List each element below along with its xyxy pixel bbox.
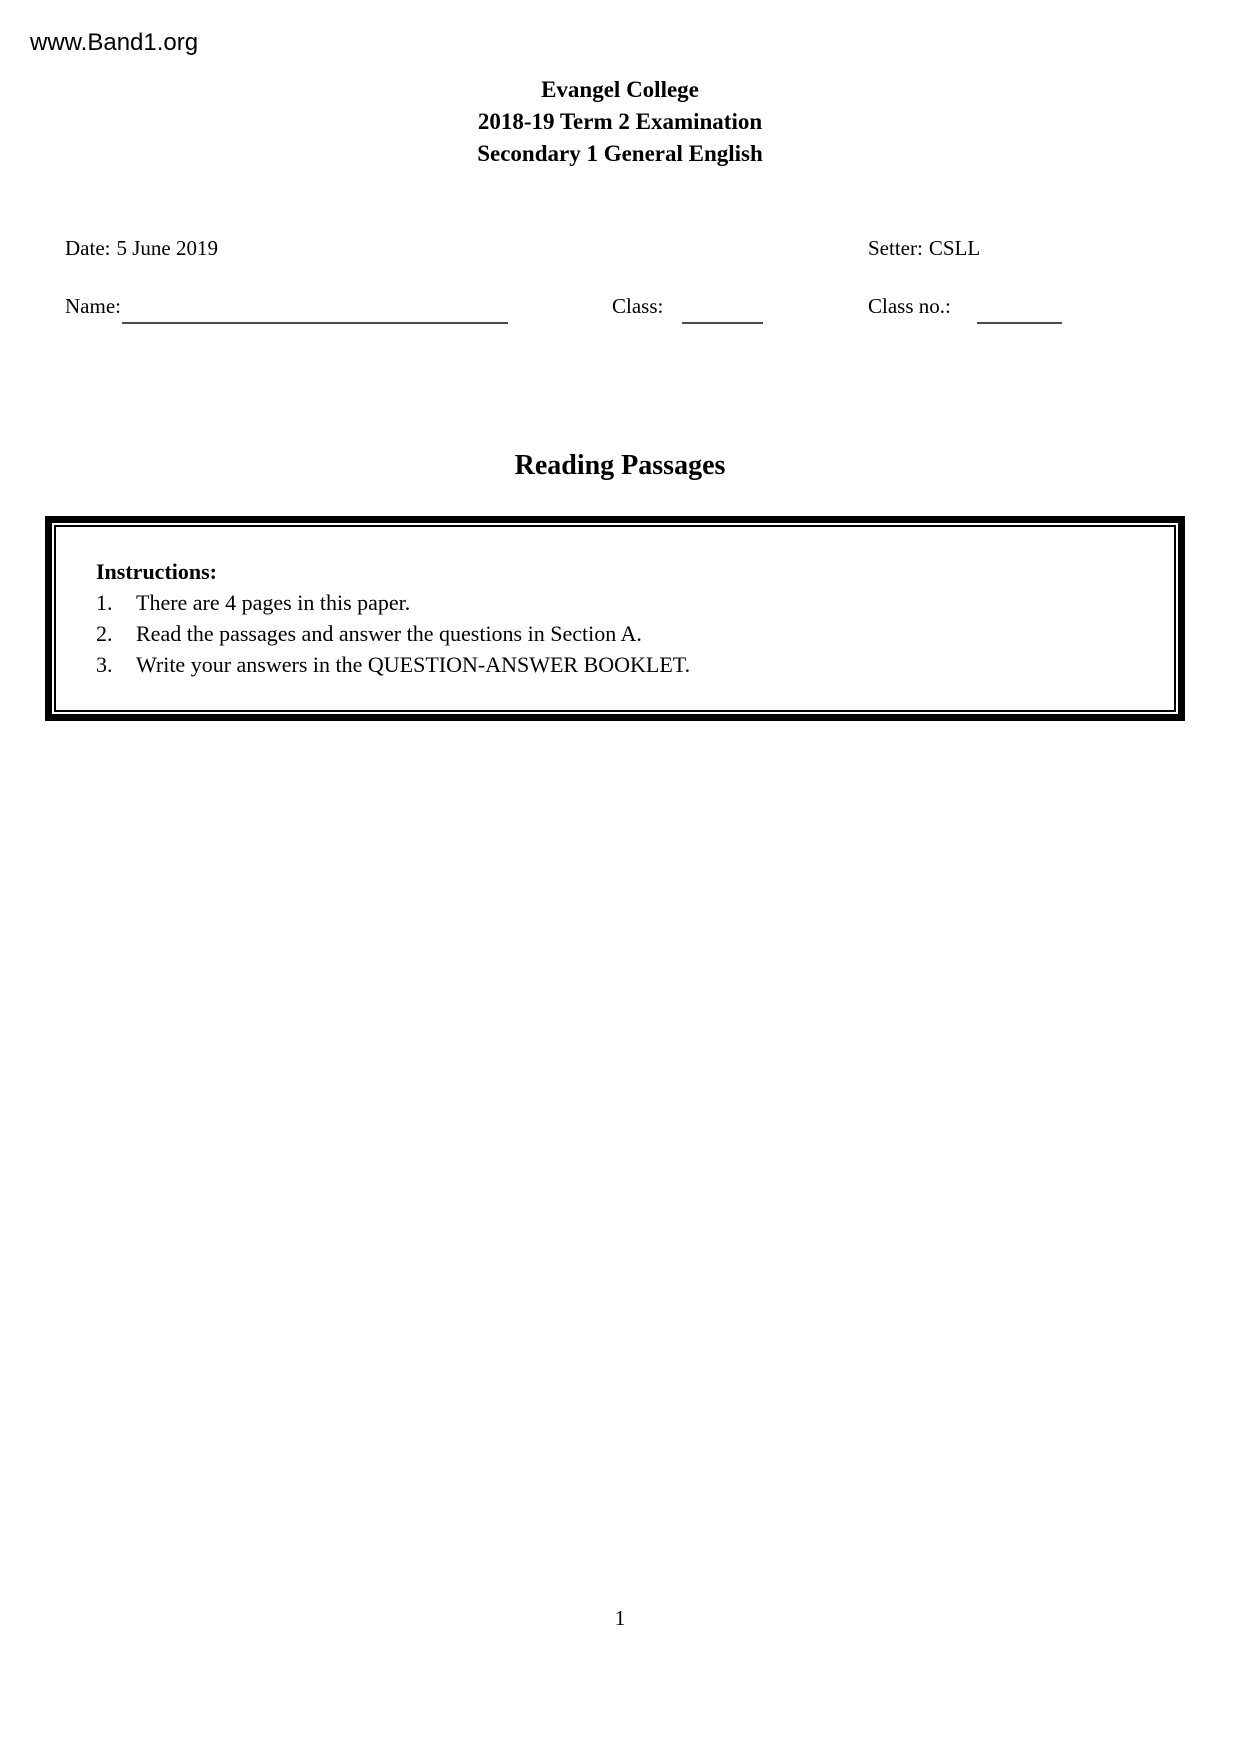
class-no-fill-line — [977, 322, 1062, 324]
page-number: 1 — [614, 1606, 626, 1630]
name-fill-line — [122, 322, 508, 324]
instruction-text: Read the passages and answer the questions in Section A. — [136, 621, 642, 646]
name-label: Name: — [65, 294, 121, 318]
class-label: Class: — [612, 294, 664, 318]
instruction-number: 3. — [96, 652, 113, 677]
instruction-number: 2. — [96, 621, 113, 646]
instruction-item — [96, 587, 1144, 618]
school-name: Evangel College — [541, 77, 699, 102]
instructions-box-inner — [54, 525, 1176, 712]
setter-value: CSLL — [928, 236, 981, 260]
paper-title: Reading Passages — [514, 450, 726, 481]
date-value: 5 June 2019 — [116, 236, 218, 260]
exam-subject: Secondary 1 General English — [477, 141, 763, 166]
instruction-number: 1. — [96, 590, 113, 615]
instructions-box — [45, 516, 1185, 721]
instruction-item — [96, 649, 1144, 680]
exam-header — [0, 74, 1240, 170]
class-no-label: Class no.: — [868, 294, 951, 318]
instructions-heading: Instructions: — [96, 559, 218, 584]
class-fill-line — [682, 322, 763, 324]
exam-session-title: 2018-19 Term 2 Examination — [477, 109, 763, 134]
instruction-text: Write your answers in the QUESTION-ANSWER BOOKLET. — [136, 652, 691, 677]
instruction-item — [96, 618, 1144, 649]
website-watermark: www.Band1.org — [30, 29, 199, 56]
date-label: Date: — [65, 236, 111, 260]
setter-label: Setter: — [868, 236, 923, 260]
instruction-text: There are 4 pages in this paper. — [136, 590, 411, 615]
date-field — [65, 236, 218, 261]
setter-field — [868, 236, 980, 261]
